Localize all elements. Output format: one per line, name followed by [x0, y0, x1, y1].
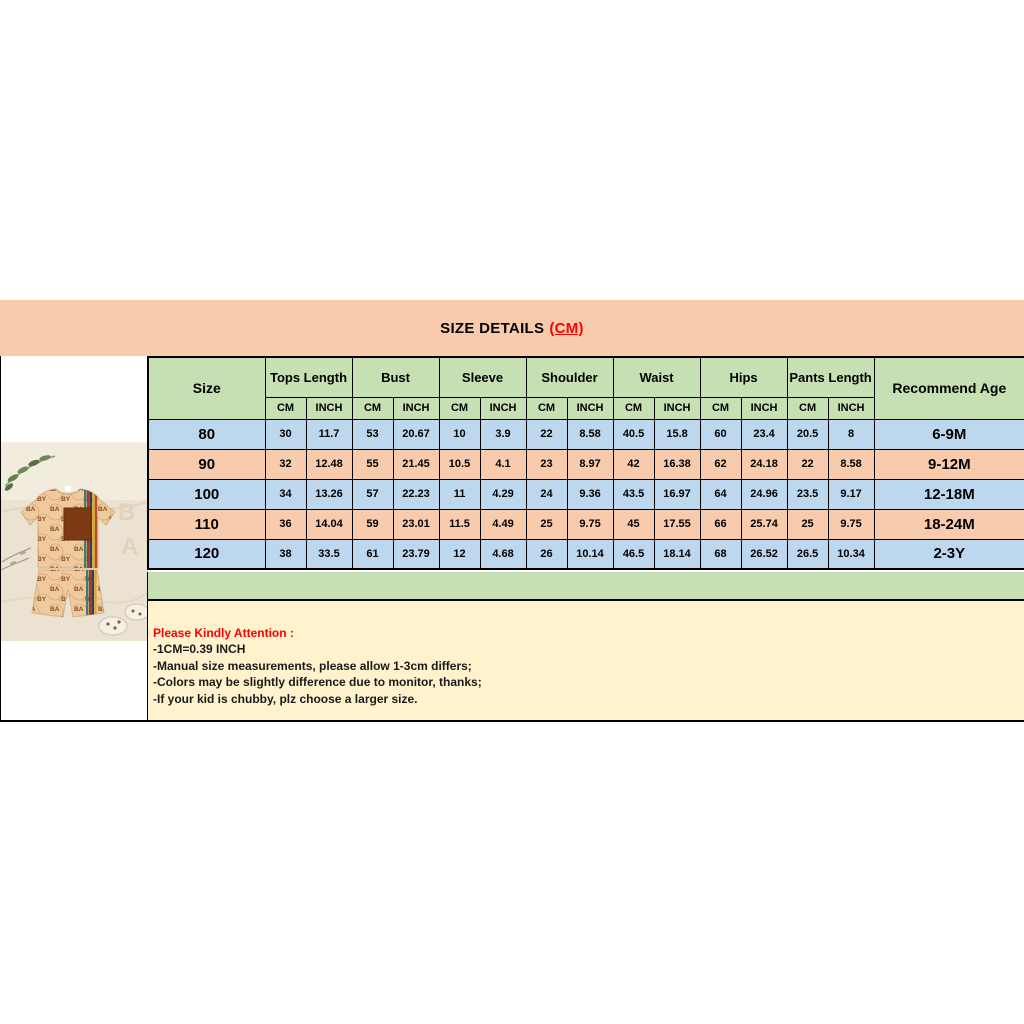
measurement-cell: 15.8 [654, 419, 700, 449]
measurement-cell: 9.75 [567, 509, 613, 539]
column-header-sleeve: Sleeve [439, 357, 526, 397]
measurement-cell: 11.5 [439, 509, 480, 539]
chest-patch-graphic [64, 508, 91, 540]
measurement-cell: 14.04 [306, 509, 352, 539]
size-row-100 [148, 479, 1024, 509]
size-cell: 110 [148, 509, 265, 539]
age-cell: 18-24M [874, 509, 1024, 539]
size-row-90 [148, 449, 1024, 479]
attention-notes [147, 601, 1024, 722]
age-cell: 9-12M [874, 449, 1024, 479]
size-chart-table-wrap [147, 356, 1024, 570]
measurement-cell: 8.97 [567, 449, 613, 479]
measurement-cell: 62 [700, 449, 741, 479]
unit-header-pants-length-inch: INCH [828, 397, 874, 419]
measurement-cell: 53 [352, 419, 393, 449]
measurement-cell: 59 [352, 509, 393, 539]
measurement-cell: 8.58 [567, 419, 613, 449]
measurement-cell: 21.45 [393, 449, 439, 479]
unit-header-hips-inch: INCH [741, 397, 787, 419]
measurement-cell: 4.1 [480, 449, 526, 479]
measurement-cell: 10 [439, 419, 480, 449]
measurement-cell: 4.49 [480, 509, 526, 539]
measurement-cell: 40.5 [613, 419, 654, 449]
unit-header-shoulder-cm: CM [526, 397, 567, 419]
measurement-cell: 23 [526, 449, 567, 479]
unit-header-sleeve-inch: INCH [480, 397, 526, 419]
measurement-cell: 24.18 [741, 449, 787, 479]
measurement-cell: 42 [613, 449, 654, 479]
size-row-120 [148, 539, 1024, 569]
measurement-cell: 26.5 [787, 539, 828, 569]
column-header-shoulder: Shoulder [526, 357, 613, 397]
measurement-cell: 24 [526, 479, 567, 509]
column-header-size: Size [148, 357, 265, 419]
measurement-cell: 4.68 [480, 539, 526, 569]
measurement-cell: 34 [265, 479, 306, 509]
measurement-cell: 60 [700, 419, 741, 449]
measurement-cell: 22 [526, 419, 567, 449]
banner-title: SIZE DETAILS [440, 319, 545, 337]
age-cell: 12-18M [874, 479, 1024, 509]
measurement-cell: 32 [265, 449, 306, 479]
measurement-cell: 25 [526, 509, 567, 539]
svg-text:A: A [121, 533, 139, 560]
size-cell: 120 [148, 539, 265, 569]
attention-notes-lines [153, 641, 1024, 707]
measurement-cell: 20.5 [787, 419, 828, 449]
unit-header-bust-inch: INCH [393, 397, 439, 419]
unit-header-shoulder-inch: INCH [567, 397, 613, 419]
measurement-cell: 10.14 [567, 539, 613, 569]
size-cell: 90 [148, 449, 265, 479]
measurement-cell: 12 [439, 539, 480, 569]
measurement-cell: 12.48 [306, 449, 352, 479]
measurement-cell: 4.29 [480, 479, 526, 509]
size-row-110 [148, 509, 1024, 539]
measurement-cell: 8.58 [828, 449, 874, 479]
measurement-cell: 45 [613, 509, 654, 539]
measurement-cell: 23.01 [393, 509, 439, 539]
measurement-cell: 11 [439, 479, 480, 509]
size-cell: 100 [148, 479, 265, 509]
unit-header-bust-cm: CM [352, 397, 393, 419]
measurement-cell: 23.4 [741, 419, 787, 449]
measurement-cell: 30 [265, 419, 306, 449]
size-chart-table [147, 356, 1024, 570]
column-header-hips: Hips [700, 357, 787, 397]
unit-header-sleeve-cm: CM [439, 397, 480, 419]
column-header-pants-length: Pants Length [787, 357, 874, 397]
measurement-cell: 43.5 [613, 479, 654, 509]
product-photo-illustration [1, 442, 148, 641]
unit-header-pants-length-cm: CM [787, 397, 828, 419]
measurement-cell: 68 [700, 539, 741, 569]
measurement-cell: 25 [787, 509, 828, 539]
age-cell: 6-9M [874, 419, 1024, 449]
unit-header-hips-cm: CM [700, 397, 741, 419]
measurement-cell: 36 [265, 509, 306, 539]
unit-header-tops-length-inch: INCH [306, 397, 352, 419]
measurement-cell: 9.36 [567, 479, 613, 509]
collar-tag-graphic [65, 486, 71, 491]
measurement-cell: 20.67 [393, 419, 439, 449]
size-row-80 [148, 419, 1024, 449]
banner-unit-cm: (CM) [549, 319, 584, 337]
measurement-cell: 9.75 [828, 509, 874, 539]
measurement-cell: 24.96 [741, 479, 787, 509]
measurement-cell: 22.23 [393, 479, 439, 509]
measurement-cell: 23.79 [393, 539, 439, 569]
unit-header-tops-length-cm: CM [265, 397, 306, 419]
measurement-cell: 13.26 [306, 479, 352, 509]
green-spacer-band [147, 572, 1024, 601]
product-photo [1, 442, 148, 641]
measurement-cell: 3.9 [480, 419, 526, 449]
measurement-cell: 25.74 [741, 509, 787, 539]
measurement-cell: 55 [352, 449, 393, 479]
measurement-cell: 66 [700, 509, 741, 539]
measurement-cell: 33.5 [306, 539, 352, 569]
age-cell: 2-3Y [874, 539, 1024, 569]
column-header-bust: Bust [352, 357, 439, 397]
note-line-2: -Manual size measurements, please allow 1-3cm differs; [153, 658, 472, 673]
measurement-cell: 57 [352, 479, 393, 509]
measurement-cell: 64 [700, 479, 741, 509]
measurement-cell: 10.5 [439, 449, 480, 479]
measurement-cell: 8 [828, 419, 874, 449]
note-line-4: -If your kid is chubby, plz choose a larger size. [153, 691, 418, 706]
column-header-recommend-age: Recommend Age [874, 357, 1024, 419]
product-photo-cell [0, 356, 147, 722]
attention-notes-title: Please Kindly Attention : [153, 626, 294, 640]
measurement-cell: 18.14 [654, 539, 700, 569]
measurement-cell: 16.38 [654, 449, 700, 479]
note-line-1: -1CM=0.39 INCH [153, 642, 246, 657]
column-header-waist: Waist [613, 357, 700, 397]
measurement-cell: 23.5 [787, 479, 828, 509]
measurement-cell: 11.7 [306, 419, 352, 449]
svg-text:B: B [118, 499, 136, 526]
measurement-cell: 22 [787, 449, 828, 479]
column-header-tops-length: Tops Length [265, 357, 352, 397]
size-cell: 80 [148, 419, 265, 449]
note-line-3: -Colors may be slightly difference due to monitor, thanks; [153, 675, 482, 690]
measurement-cell: 9.17 [828, 479, 874, 509]
size-details-banner [0, 300, 1024, 356]
measurement-cell: 61 [352, 539, 393, 569]
measurement-cell: 26.52 [741, 539, 787, 569]
measurement-cell: 38 [265, 539, 306, 569]
measurement-cell: 17.55 [654, 509, 700, 539]
measurement-cell: 26 [526, 539, 567, 569]
measurement-cell: 16.97 [654, 479, 700, 509]
measurement-cell: 46.5 [613, 539, 654, 569]
unit-header-waist-cm: CM [613, 397, 654, 419]
measurement-cell: 10.34 [828, 539, 874, 569]
unit-header-waist-inch: INCH [654, 397, 700, 419]
